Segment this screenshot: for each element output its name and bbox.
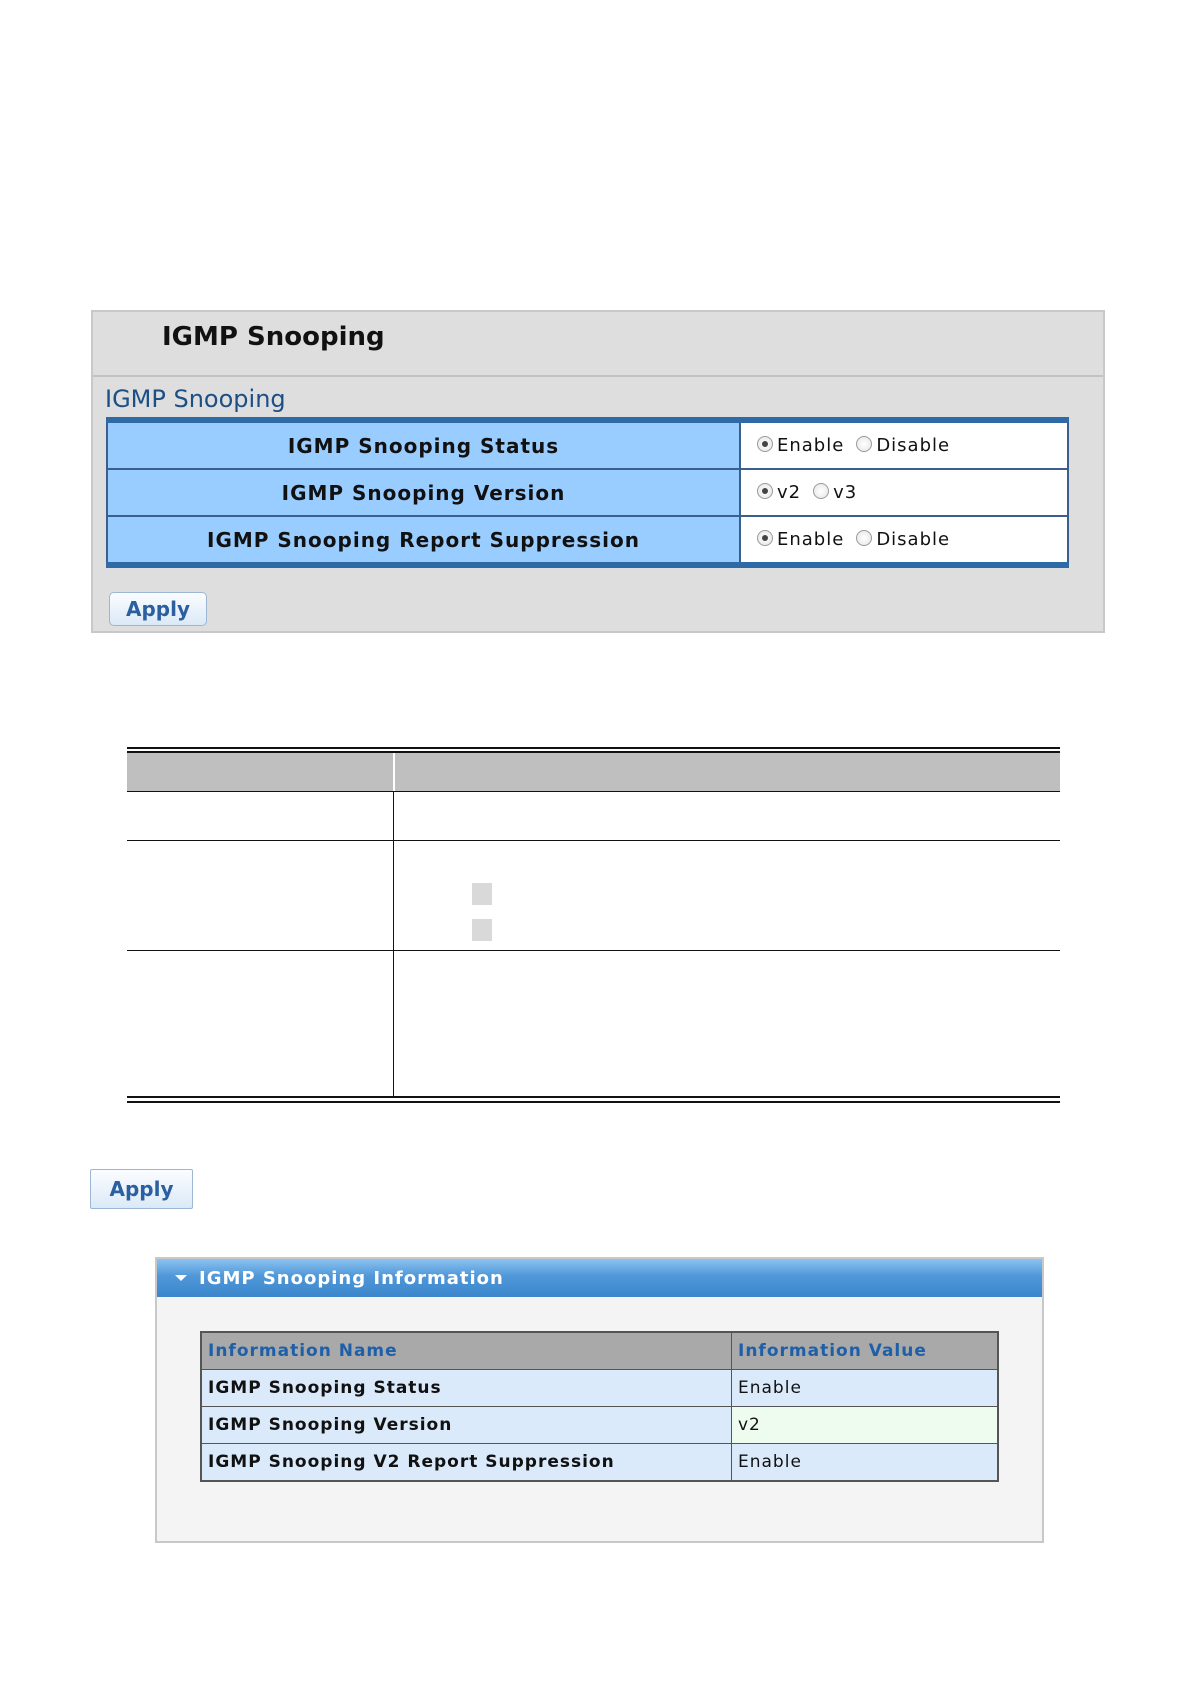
description-table: [127, 747, 1060, 1103]
info-value-cell: Enable: [732, 1444, 997, 1480]
table-cell: [394, 841, 1060, 950]
bullet-icon: [472, 919, 492, 941]
option-label: Enable: [777, 529, 845, 550]
info-name-cell: IGMP Snooping Version: [202, 1407, 732, 1443]
info-value-cell: Enable: [732, 1370, 997, 1406]
option-label: Disable: [876, 529, 951, 550]
config-table: [106, 417, 1069, 568]
info-name-cell: IGMP Snooping V2 Report Suppression: [202, 1444, 732, 1480]
table-row: [202, 1370, 997, 1406]
table-row: [127, 841, 1060, 951]
table-row: [127, 951, 1060, 1096]
apply-button-standalone[interactable]: Apply: [90, 1169, 193, 1209]
table-cell: [127, 841, 394, 950]
info-name-cell: IGMP Snooping Status: [202, 1370, 732, 1406]
suppression-enable-radio[interactable]: [757, 529, 844, 550]
info-table: [200, 1331, 999, 1482]
table-rule: [127, 1096, 1060, 1098]
info-panel-title: IGMP Snooping Information: [199, 1267, 504, 1289]
column-header: Information Name: [202, 1333, 732, 1369]
igmp-snooping-config-panel: [91, 310, 1105, 633]
table-header: [127, 751, 1060, 791]
divider: [93, 375, 1103, 377]
version-v3-radio[interactable]: [813, 482, 857, 503]
apply-button[interactable]: Apply: [109, 592, 207, 626]
status-disable-radio[interactable]: [856, 435, 950, 456]
bullet-icon: [472, 883, 492, 905]
config-row-status: [106, 423, 1069, 470]
header-cell: [127, 753, 395, 791]
panel-title: IGMP Snooping: [162, 322, 385, 352]
config-row-report-suppression: [106, 517, 1069, 562]
table-row: [127, 791, 1060, 841]
row-options: [741, 470, 1069, 515]
row-options: [741, 423, 1069, 468]
option-label: Enable: [777, 435, 845, 456]
suppression-disable-radio[interactable]: [856, 529, 950, 550]
radio-checked-icon[interactable]: [757, 483, 773, 499]
option-label: Disable: [876, 435, 951, 456]
radio-unchecked-icon[interactable]: [813, 483, 829, 499]
info-value-cell: v2: [732, 1407, 997, 1443]
table-cell: [127, 951, 394, 1096]
option-label: v2: [777, 482, 802, 503]
row-label: IGMP Snooping Status: [106, 423, 741, 468]
table-row: [202, 1444, 997, 1480]
table-cell: [394, 951, 1060, 1096]
option-label: v3: [833, 482, 858, 503]
section-subtitle: IGMP Snooping: [105, 385, 286, 413]
table-cell: [394, 792, 1060, 840]
radio-unchecked-icon[interactable]: [856, 530, 872, 546]
row-options: [741, 517, 1069, 562]
radio-checked-icon[interactable]: [757, 530, 773, 546]
radio-checked-icon[interactable]: [757, 436, 773, 452]
table-header-row: [202, 1333, 997, 1369]
column-header: Information Value: [732, 1333, 997, 1369]
row-label: IGMP Snooping Report Suppression: [106, 517, 741, 562]
igmp-snooping-info-panel: [155, 1257, 1044, 1543]
table-row: [202, 1407, 997, 1443]
version-v2-radio[interactable]: [757, 482, 801, 503]
config-row-version: [106, 470, 1069, 517]
table-cell: [127, 792, 394, 840]
info-panel-header[interactable]: [157, 1259, 1042, 1297]
table-rule: [127, 1101, 1060, 1103]
caret-down-icon[interactable]: [175, 1275, 187, 1281]
row-label: IGMP Snooping Version: [106, 470, 741, 515]
status-enable-radio[interactable]: [757, 435, 844, 456]
radio-unchecked-icon[interactable]: [856, 436, 872, 452]
